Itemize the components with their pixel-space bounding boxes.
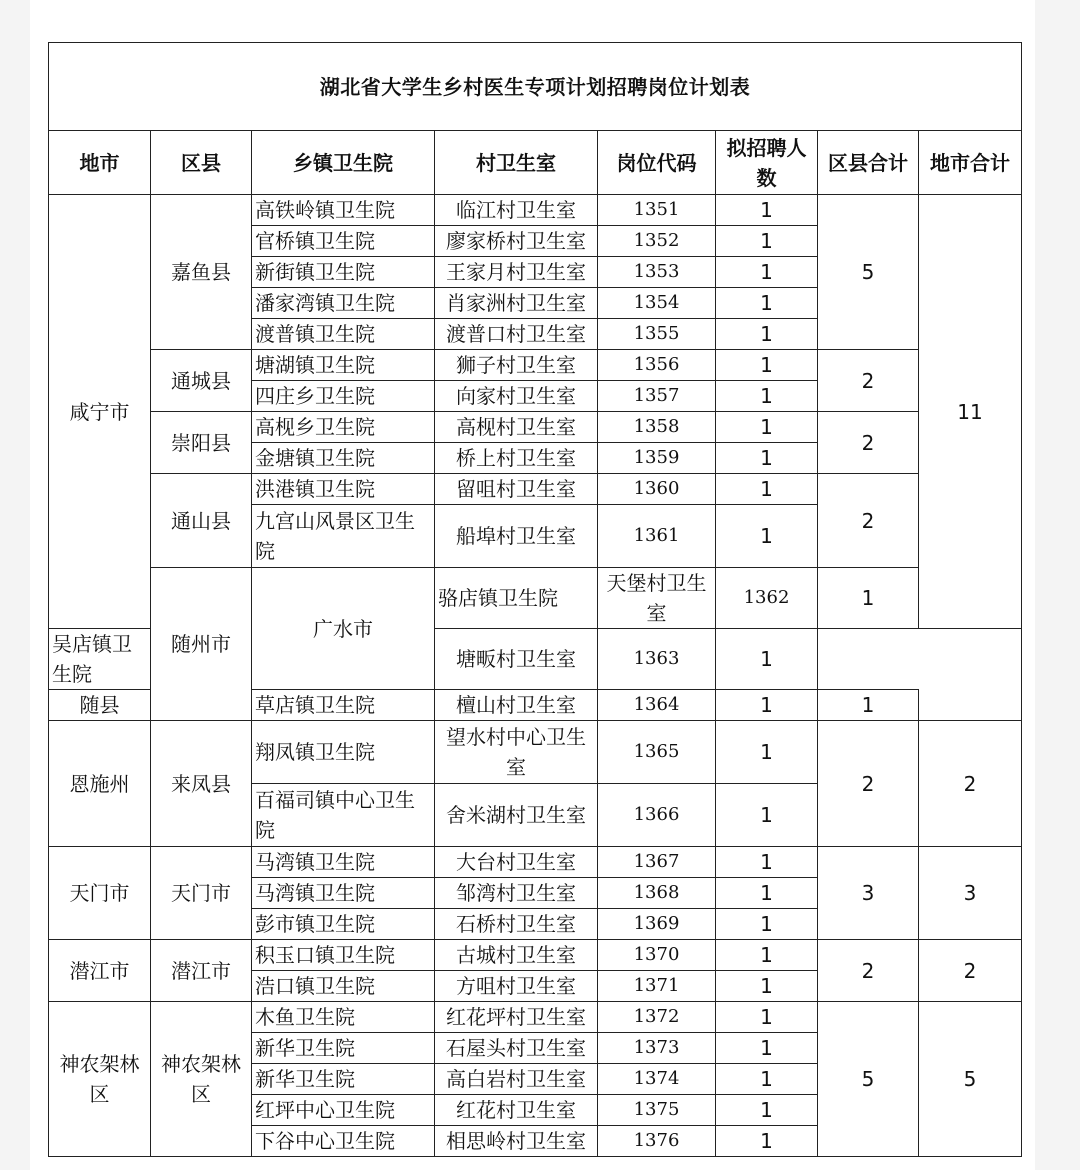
header-city: 地市 [49,131,151,195]
clinic-cell: 舍米湖村卫生室 [435,784,598,847]
clinic-cell: 桥上村卫生室 [435,443,598,474]
hospital-cell: 百福司镇中心卫生院 [252,784,435,847]
county-cell: 嘉鱼县 [151,195,252,350]
county-cell: 广水市 [252,568,435,690]
hospital-cell: 九宫山风景区卫生院 [252,505,435,568]
header-clinic: 村卫生室 [435,131,598,195]
hospital-cell: 洪港镇卫生院 [252,474,435,505]
county-total-cell: 1 [818,690,919,721]
hospital-cell: 翔凤镇卫生院 [252,721,435,784]
clinic-cell: 红花村卫生室 [435,1095,598,1126]
clinic-cell: 望水村中心卫生室 [435,721,598,784]
county-cell: 随县 [49,690,151,721]
hospital-cell: 彭市镇卫生院 [252,909,435,940]
county-cell: 通城县 [151,350,252,412]
city-total-cell: 5 [919,1002,1022,1157]
clinic-cell: 廖家桥村卫生室 [435,226,598,257]
planned-cell: 1 [716,381,818,412]
county-total-cell: 2 [818,940,919,1002]
code-cell: 1360 [598,474,716,505]
code-cell: 1371 [598,971,716,1002]
planned-cell: 1 [716,784,818,847]
code-cell: 1370 [598,940,716,971]
hospital-cell: 下谷中心卫生院 [252,1126,435,1157]
hospital-cell: 马湾镇卫生院 [252,847,435,878]
clinic-cell: 船埠村卫生室 [435,505,598,568]
header-planned: 拟招聘人数 [716,131,818,195]
code-cell: 1363 [598,629,716,690]
county-cell: 通山县 [151,474,252,568]
planned-cell: 1 [716,505,818,568]
code-cell: 1356 [598,350,716,381]
planned-cell: 1 [716,721,818,784]
county-cell: 崇阳县 [151,412,252,474]
hospital-cell: 浩口镇卫生院 [252,971,435,1002]
hospital-cell: 官桥镇卫生院 [252,226,435,257]
table-row [49,412,1022,443]
hospital-cell: 骆店镇卫生院 [435,568,598,629]
clinic-cell: 大台村卫生室 [435,847,598,878]
clinic-cell: 王家月村卫生室 [435,257,598,288]
clinic-cell: 方咀村卫生室 [435,971,598,1002]
planned-cell: 1 [716,350,818,381]
code-cell: 1351 [598,195,716,226]
code-cell: 1367 [598,847,716,878]
planned-cell: 1 [716,443,818,474]
planned-cell: 1 [716,474,818,505]
table-row [49,721,1022,784]
table-row [49,568,1022,629]
recruitment-plan-table [48,42,1022,1157]
city-total-cell: 3 [919,847,1022,940]
header-county-total: 区县合计 [818,131,919,195]
city-total-cell: 11 [919,195,1022,629]
county-cell: 天门市 [151,847,252,940]
hospital-cell: 新华卫生院 [252,1064,435,1095]
hospital-cell: 积玉口镇卫生院 [252,940,435,971]
hospital-cell: 塘湖镇卫生院 [252,350,435,381]
code-cell: 1361 [598,505,716,568]
clinic-cell: 石桥村卫生室 [435,909,598,940]
planned-cell: 1 [716,971,818,1002]
hospital-cell: 四庄乡卫生院 [252,381,435,412]
hospital-cell: 渡普镇卫生院 [252,319,435,350]
planned-cell: 1 [716,195,818,226]
code-cell: 1352 [598,226,716,257]
county-cell: 潜江市 [151,940,252,1002]
code-cell: 1355 [598,319,716,350]
city-cell: 咸宁市 [49,195,151,629]
table-row [49,474,1022,505]
county-cell: 来凤县 [151,721,252,847]
clinic-cell: 高枧村卫生室 [435,412,598,443]
city-cell: 恩施州 [49,721,151,847]
hospital-cell: 金塘镇卫生院 [252,443,435,474]
code-cell: 1364 [598,690,716,721]
clinic-cell: 檀山村卫生室 [435,690,598,721]
table-row [49,940,1022,971]
clinic-cell: 狮子村卫生室 [435,350,598,381]
code-cell: 1366 [598,784,716,847]
hospital-cell: 新华卫生院 [252,1033,435,1064]
clinic-cell: 高白岩村卫生室 [435,1064,598,1095]
code-cell: 1358 [598,412,716,443]
code-cell: 1359 [598,443,716,474]
planned-cell: 1 [716,412,818,443]
table-row [49,1002,1022,1033]
planned-cell: 1 [716,1095,818,1126]
planned-cell: 1 [716,690,818,721]
header-city-total: 地市合计 [919,131,1022,195]
hospital-cell: 高枧乡卫生院 [252,412,435,443]
code-cell: 1374 [598,1064,716,1095]
code-cell: 1365 [598,721,716,784]
code-cell: 1362 [716,568,818,629]
planned-cell: 1 [716,878,818,909]
city-cell: 潜江市 [49,940,151,1002]
city-cell: 神农架林区 [49,1002,151,1157]
clinic-cell: 红花坪村卫生室 [435,1002,598,1033]
planned-cell: 1 [818,568,919,629]
clinic-cell: 临江村卫生室 [435,195,598,226]
clinic-cell: 古城村卫生室 [435,940,598,971]
planned-cell: 1 [716,226,818,257]
planned-cell: 1 [716,909,818,940]
planned-cell: 1 [716,1126,818,1157]
planned-cell: 1 [716,288,818,319]
city-cell: 天门市 [49,847,151,940]
city-total-cell: 2 [919,940,1022,1002]
planned-cell: 1 [716,629,818,690]
table-row [49,195,1022,226]
clinic-cell: 留咀村卫生室 [435,474,598,505]
planned-cell: 1 [716,1064,818,1095]
clinic-cell: 石屋头村卫生室 [435,1033,598,1064]
planned-cell: 1 [716,1002,818,1033]
table-title: 湖北省大学生乡村医生专项计划招聘岗位计划表 [49,43,1022,131]
county-total-cell: 2 [818,412,919,474]
code-cell: 1373 [598,1033,716,1064]
table-row [49,350,1022,381]
hospital-cell: 草店镇卫生院 [252,690,435,721]
clinic-cell: 相思岭村卫生室 [435,1126,598,1157]
city-cell: 随州市 [151,568,252,721]
table-row [49,847,1022,878]
planned-cell: 1 [716,319,818,350]
hospital-cell: 马湾镇卫生院 [252,878,435,909]
clinic-cell: 向家村卫生室 [435,381,598,412]
clinic-cell: 肖家洲村卫生室 [435,288,598,319]
county-total-cell: 2 [818,474,919,568]
code-cell: 1369 [598,909,716,940]
clinic-cell: 渡普口村卫生室 [435,319,598,350]
header-row [49,131,1022,195]
planned-cell: 1 [716,940,818,971]
county-cell: 神农架林区 [151,1002,252,1157]
header-hospital: 乡镇卫生院 [252,131,435,195]
county-total-cell: 5 [818,1002,919,1157]
header-code: 岗位代码 [598,131,716,195]
hospital-cell: 高铁岭镇卫生院 [252,195,435,226]
city-total-cell: 2 [919,721,1022,847]
code-cell: 1372 [598,1002,716,1033]
county-total-cell: 2 [818,350,919,412]
hospital-cell: 红坪中心卫生院 [252,1095,435,1126]
title-row [49,43,1022,131]
county-total-cell: 3 [818,847,919,940]
code-cell: 1354 [598,288,716,319]
clinic-cell: 塘畈村卫生室 [435,629,598,690]
code-cell: 1357 [598,381,716,412]
header-county: 区县 [151,131,252,195]
planned-cell: 1 [716,257,818,288]
clinic-cell: 邹湾村卫生室 [435,878,598,909]
planned-cell: 1 [716,847,818,878]
code-cell: 1376 [598,1126,716,1157]
county-total-cell: 2 [818,721,919,847]
hospital-cell: 木鱼卫生院 [252,1002,435,1033]
code-cell: 1375 [598,1095,716,1126]
clinic-cell: 天堡村卫生室 [598,568,716,629]
hospital-cell: 新街镇卫生院 [252,257,435,288]
county-total-cell: 5 [818,195,919,350]
hospital-cell: 吴店镇卫生院 [49,629,151,690]
planned-cell: 1 [716,1033,818,1064]
hospital-cell: 潘家湾镇卫生院 [252,288,435,319]
code-cell: 1368 [598,878,716,909]
code-cell: 1353 [598,257,716,288]
